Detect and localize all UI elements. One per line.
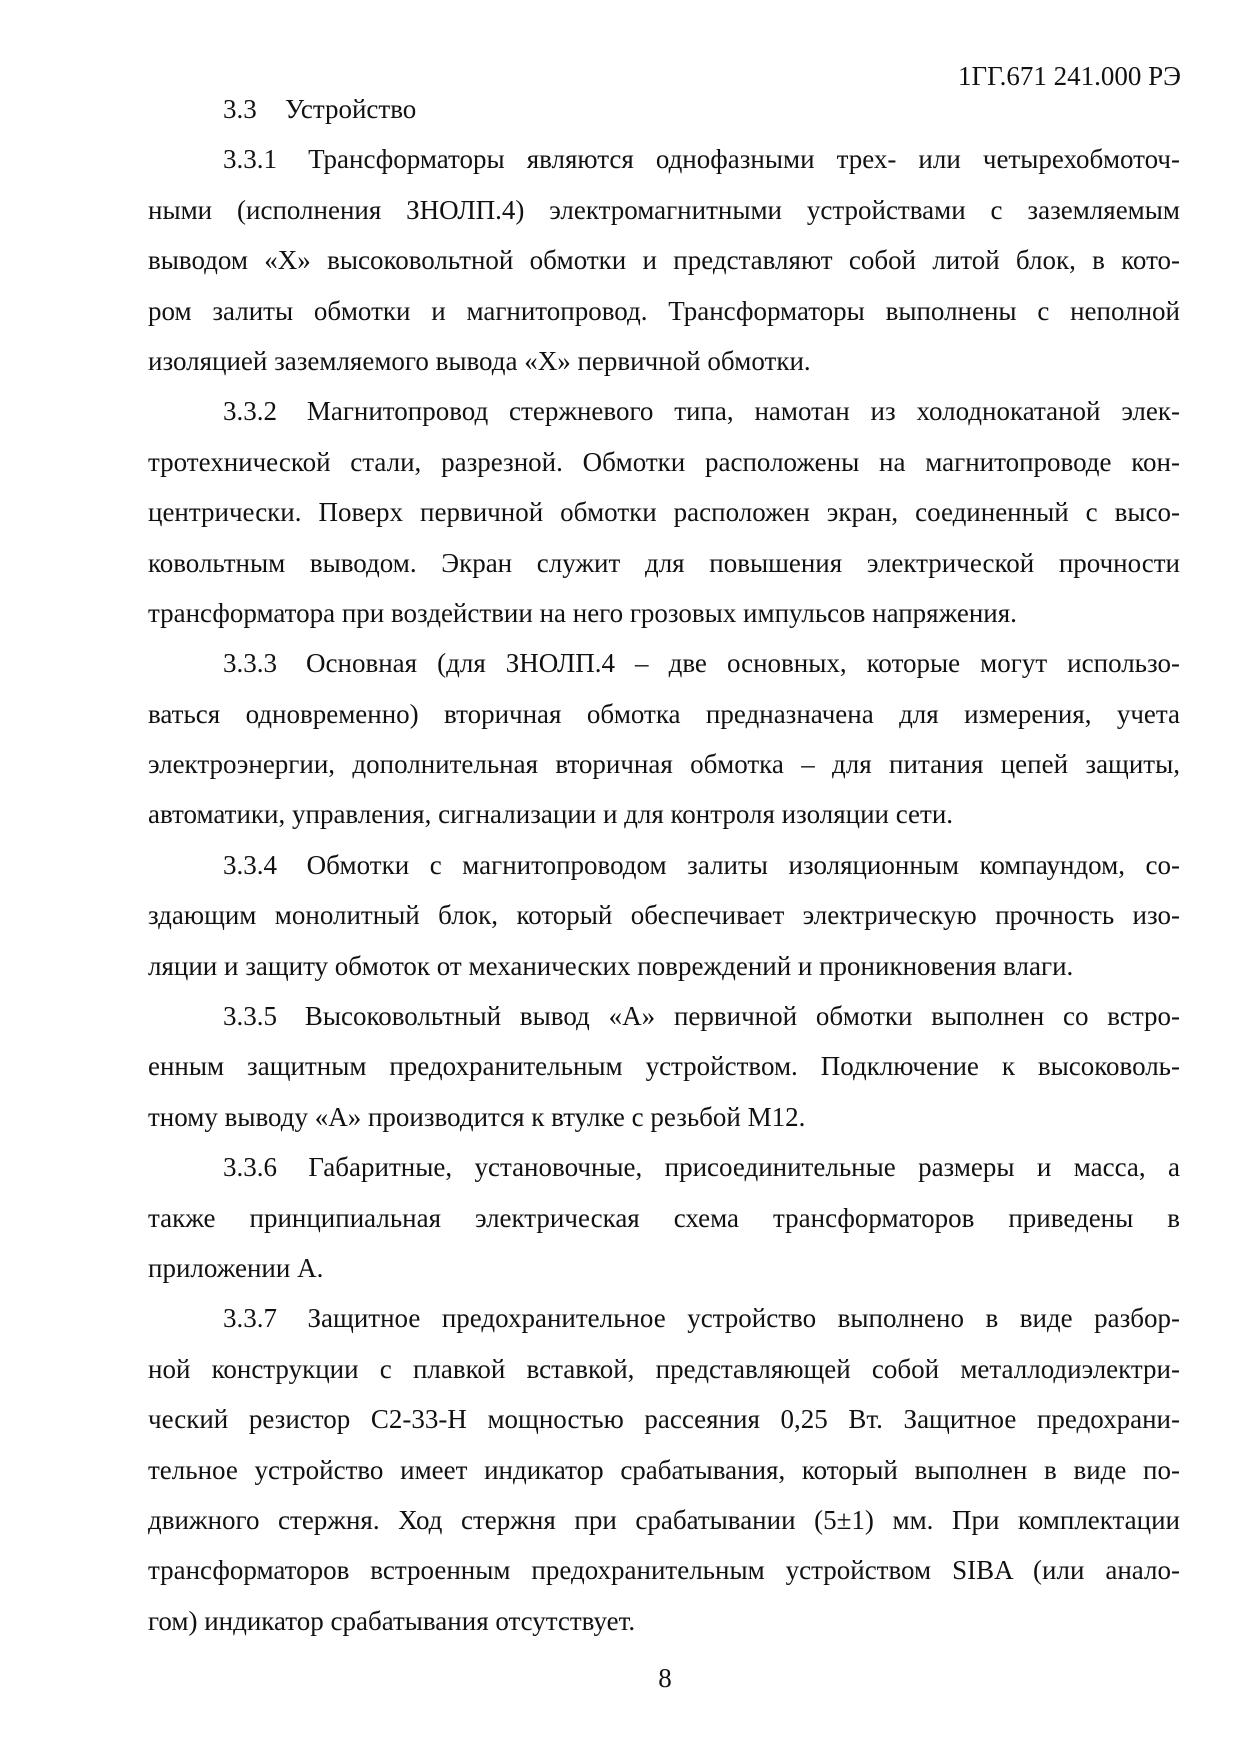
line-text: трансформаторов встроенным предохранительным устройством SIBA (или анало- bbox=[148, 1555, 1180, 1586]
line-text: ковольтным выводом. Экран служит для повышения электрической прочности bbox=[148, 547, 1180, 578]
line-text: также принципиальная электрическая схема трансформаторов приведены в bbox=[148, 1202, 1180, 1233]
text-line bbox=[148, 890, 1180, 940]
text-line bbox=[148, 789, 1180, 839]
line-text: движного стержня. Ход стержня при срабатывании (5±1) мм. При комплектации bbox=[148, 1504, 1180, 1535]
line-text: Магнитопровод стержневого типа, намотан из холоднокатаной элек- bbox=[306, 396, 1180, 427]
text-line bbox=[148, 538, 1180, 588]
paragraph-number: 3.3.1 bbox=[223, 144, 277, 175]
page-number: 8 bbox=[658, 1663, 672, 1693]
text-line bbox=[148, 1193, 1180, 1243]
line-text: изоляцией заземляемого вывода «Х» первичной обмотки. bbox=[148, 345, 811, 376]
document-body bbox=[148, 84, 1180, 1646]
line-text: приложении А. bbox=[148, 1252, 324, 1283]
text-line bbox=[148, 1142, 1180, 1192]
text-line bbox=[148, 739, 1180, 789]
paragraph-3-3-1 bbox=[148, 134, 1180, 386]
text-line bbox=[148, 487, 1180, 537]
text-line bbox=[148, 437, 1180, 487]
paragraph-3-3-5 bbox=[148, 991, 1180, 1142]
section-number: 3.3 bbox=[223, 94, 257, 124]
line-text: ной конструкции с плавкой вставкой, представляющей собой металлодиэлектри- bbox=[148, 1353, 1180, 1384]
paragraph-number: 3.3.6 bbox=[223, 1152, 277, 1183]
text-line bbox=[148, 185, 1180, 235]
section-heading bbox=[148, 84, 1180, 134]
text-line bbox=[148, 1545, 1180, 1595]
line-text: тротехнической стали, разрезной. Обмотки расположены на магнитопроводе кон- bbox=[148, 446, 1180, 477]
paragraphs bbox=[148, 134, 1180, 1646]
line-text: выводом «Х» высоковольтной обмотки и представляют собой литой блок, в кото- bbox=[148, 245, 1180, 276]
paragraph-3-3-2 bbox=[148, 386, 1180, 638]
line-text: ляции и защиту обмоток от механических повреждений и проникновения влаги. bbox=[148, 950, 1074, 981]
text-line bbox=[148, 386, 1180, 436]
paragraph-3-3-6 bbox=[148, 1142, 1180, 1293]
line-text: ром залиты обмотки и магнитопровод. Трансформаторы выполнены с неполной bbox=[148, 295, 1180, 326]
paragraph-number: 3.3.4 bbox=[223, 849, 277, 880]
line-text: ческий резистор С2-33-Н мощностью рассеяния 0,25 Вт. Защитное предохрани- bbox=[148, 1404, 1180, 1435]
text-line bbox=[148, 1596, 1180, 1646]
line-text: электроэнергии, дополнительная вторичная обмотка – для питания цепей защиты, bbox=[148, 749, 1180, 780]
text-line bbox=[148, 1041, 1180, 1091]
line-text: Высоковольтный вывод «А» первичной обмотки выполнен со встро- bbox=[304, 1001, 1180, 1032]
paragraph-3-3-3 bbox=[148, 638, 1180, 840]
text-line bbox=[148, 941, 1180, 991]
paragraph-number: 3.3.5 bbox=[223, 1001, 277, 1032]
text-line bbox=[148, 1293, 1180, 1343]
paragraph-number: 3.3.3 bbox=[223, 648, 277, 679]
text-line bbox=[148, 286, 1180, 336]
paragraph-number: 3.3.2 bbox=[223, 396, 277, 427]
text-line bbox=[148, 1445, 1180, 1495]
line-text: ваться одновременно) вторичная обмотка предназначена для измерения, учета bbox=[148, 698, 1180, 729]
text-line bbox=[148, 1092, 1180, 1142]
text-line bbox=[148, 1243, 1180, 1293]
line-text: Трансформаторы являются однофазными трех- или четырехобмоточ- bbox=[308, 144, 1180, 175]
line-text: Обмотки с магнитопроводом залиты изоляционным компаундом, со- bbox=[306, 849, 1180, 880]
line-text: Основная (для ЗНОЛП.4 – две основных, которые могут использо- bbox=[306, 648, 1180, 679]
line-text: Защитное предохранительное устройство выполнено в виде разбор- bbox=[307, 1303, 1180, 1334]
line-text: тельное устройство имеет индикатор срабатывания, который выполнен в виде по- bbox=[148, 1454, 1180, 1485]
document-code: 1ГГ.671 241.000 РЭ bbox=[957, 61, 1181, 91]
text-line bbox=[148, 1394, 1180, 1444]
line-text: здающим монолитный блок, который обеспечивает электрическую прочность изо- bbox=[148, 900, 1180, 931]
line-text: ными (исполнения ЗНОЛП.4) электромагнитными устройствами с заземляемым bbox=[148, 194, 1180, 225]
section-title: Устройство bbox=[285, 94, 417, 124]
text-line bbox=[148, 840, 1180, 890]
text-line bbox=[148, 638, 1180, 688]
line-text: центрически. Поверх первичной обмотки расположен экран, соединенный с высо- bbox=[148, 497, 1180, 528]
text-line bbox=[148, 336, 1180, 386]
line-text: гом) индикатор срабатывания отсутствует. bbox=[148, 1605, 636, 1636]
paragraph-3-3-7 bbox=[148, 1293, 1180, 1646]
text-line bbox=[148, 235, 1180, 285]
line-text: трансформатора при воздействии на него грозовых импульсов напряжения. bbox=[148, 597, 1017, 628]
paragraph-3-3-4 bbox=[148, 840, 1180, 991]
text-line bbox=[148, 588, 1180, 638]
text-line bbox=[148, 1495, 1180, 1545]
line-text: Габаритные, установочные, присоединительные размеры и масса, а bbox=[308, 1152, 1180, 1183]
line-text: тному выводу «А» производится к втулке с резьбой М12. bbox=[148, 1101, 806, 1132]
text-line bbox=[148, 689, 1180, 739]
text-line bbox=[148, 991, 1180, 1041]
text-line bbox=[148, 1344, 1180, 1394]
text-line bbox=[148, 134, 1180, 184]
line-text: автоматики, управления, сигнализации и для контроля изоляции сети. bbox=[148, 799, 954, 830]
paragraph-number: 3.3.7 bbox=[223, 1303, 277, 1334]
line-text: енным защитным предохранительным устройством. Подключение к высоковоль- bbox=[148, 1051, 1180, 1082]
